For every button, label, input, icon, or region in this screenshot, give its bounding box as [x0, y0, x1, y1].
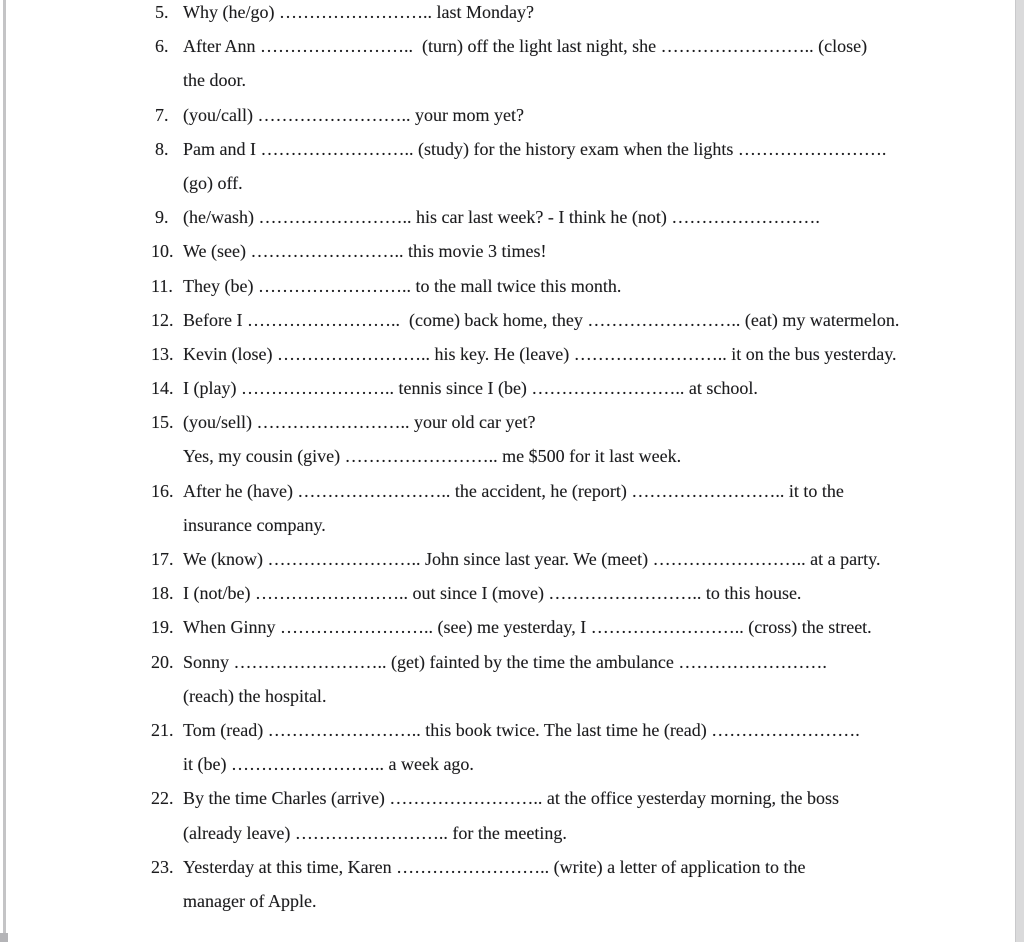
- item-line: [183, 166, 995, 200]
- item-line: [151, 542, 995, 576]
- item-line-text: (you/call) …………………….. your mom yet?: [183, 104, 524, 125]
- item-line-text: manager of Apple.: [183, 890, 317, 911]
- item-line: [183, 884, 995, 918]
- item-line-text: (reach) the hospital.: [183, 685, 327, 706]
- item-line: [183, 508, 995, 542]
- item-number: 17.: [151, 549, 174, 569]
- item-line-text: (go) off.: [183, 172, 243, 193]
- item-line: [155, 98, 995, 132]
- item-line-text: (already leave) …………………….. for the meeting.: [183, 822, 567, 843]
- item-line: [151, 405, 995, 439]
- item-line-text: (he/wash) …………………….. his car last week? - I think he (not) …………………….: [183, 207, 820, 228]
- item-line-text: Why (he/go) …………………….. last Monday?: [183, 2, 534, 22]
- item-line-text: We (know) …………………….. John since last year. We (meet) …………………….. at a party.: [183, 549, 881, 569]
- item-number: 20.: [151, 651, 174, 672]
- item-number: 9.: [155, 207, 169, 228]
- item-line: [151, 850, 995, 884]
- item-line: [151, 269, 995, 303]
- item-line: [151, 371, 995, 405]
- item-line-text: Pam and I …………………….. (study) for the history exam when the lights …………………….: [183, 138, 887, 159]
- item-line-text: Yesterday at this time, Karen …………………….. (write) a letter of application to the: [183, 856, 806, 877]
- item-line: [183, 63, 995, 97]
- item-line: [151, 303, 995, 337]
- item-line: [155, 132, 995, 166]
- item-line: [155, 29, 995, 63]
- item-line: [151, 610, 995, 644]
- item-line-text: After Ann …………………….. (turn) off the light last night, she …………………….. (close): [183, 36, 868, 57]
- item-line-text: Yes, my cousin (give) …………………….. me $500 for it last week.: [183, 446, 682, 467]
- item-line: [183, 439, 995, 473]
- item-number: 21.: [151, 719, 174, 740]
- item-number: 6.: [155, 36, 169, 57]
- item-number: 18.: [151, 583, 174, 604]
- item-line-text: We (see) …………………….. this movie 3 times!: [183, 241, 547, 262]
- item-number: 12.: [151, 309, 174, 330]
- page-edge-right: [1015, 0, 1024, 942]
- item-line: [155, 0, 995, 29]
- item-line: [151, 713, 995, 747]
- item-line: [183, 747, 995, 781]
- item-line-text: I (play) …………………….. tennis since I (be) …………………….. at school.: [183, 378, 758, 399]
- item-number: 5.: [155, 2, 169, 22]
- item-line: [151, 645, 995, 679]
- item-line: [151, 781, 995, 815]
- item-line-text: it (be) …………………….. a week ago.: [183, 754, 474, 775]
- item-line: [183, 816, 995, 850]
- item-line-text: When Ginny …………………….. (see) me yesterday, I …………………….. (cross) the street.: [183, 617, 872, 638]
- item-line-text: the door.: [183, 70, 246, 91]
- item-number: 19.: [151, 617, 174, 638]
- item-number: 23.: [151, 856, 174, 877]
- item-number: 16.: [151, 480, 174, 501]
- exercise-list: [151, 0, 995, 918]
- item-line-text: After he (have) …………………….. the accident, he (report) …………………….. it to the: [183, 480, 844, 501]
- item-line-text: I (not/be) …………………….. out since I (move) …………………….. to this house.: [183, 583, 802, 604]
- item-line: [151, 474, 995, 508]
- item-number: 15.: [151, 412, 174, 433]
- item-line-text: (you/sell) …………………….. your old car yet?: [183, 412, 536, 433]
- item-line: [151, 234, 995, 268]
- item-number: 11.: [151, 275, 173, 296]
- item-line-text: Sonny …………………….. (get) fainted by the time the ambulance …………………….: [183, 651, 827, 672]
- item-number: 13.: [151, 343, 174, 364]
- item-line-text: insurance company.: [183, 514, 326, 535]
- item-line-text: They (be) …………………….. to the mall twice this month.: [183, 275, 622, 296]
- item-line-text: Tom (read) …………………….. this book twice. The last time he (read) …………………….: [183, 719, 860, 740]
- item-number: 8.: [155, 138, 169, 159]
- item-line-text: Before I …………………….. (come) back home, they …………………….. (eat) my watermelon.: [183, 309, 900, 330]
- page-edge-left: [3, 0, 6, 942]
- item-line-text: By the time Charles (arrive) …………………….. at the office yesterday morning, the boss: [183, 788, 840, 809]
- item-number: 7.: [155, 104, 169, 125]
- item-number: 22.: [151, 788, 174, 809]
- item-line-text: Kevin (lose) …………………….. his key. He (leave) …………………….. it on the bus yesterday.: [183, 343, 897, 364]
- item-line: [151, 576, 995, 610]
- page-corner-bottom-left: [0, 933, 8, 942]
- item-line: [151, 337, 995, 371]
- item-number: 10.: [151, 241, 174, 262]
- item-line: [155, 200, 995, 234]
- item-number: 14.: [151, 378, 174, 399]
- item-line: [183, 679, 995, 713]
